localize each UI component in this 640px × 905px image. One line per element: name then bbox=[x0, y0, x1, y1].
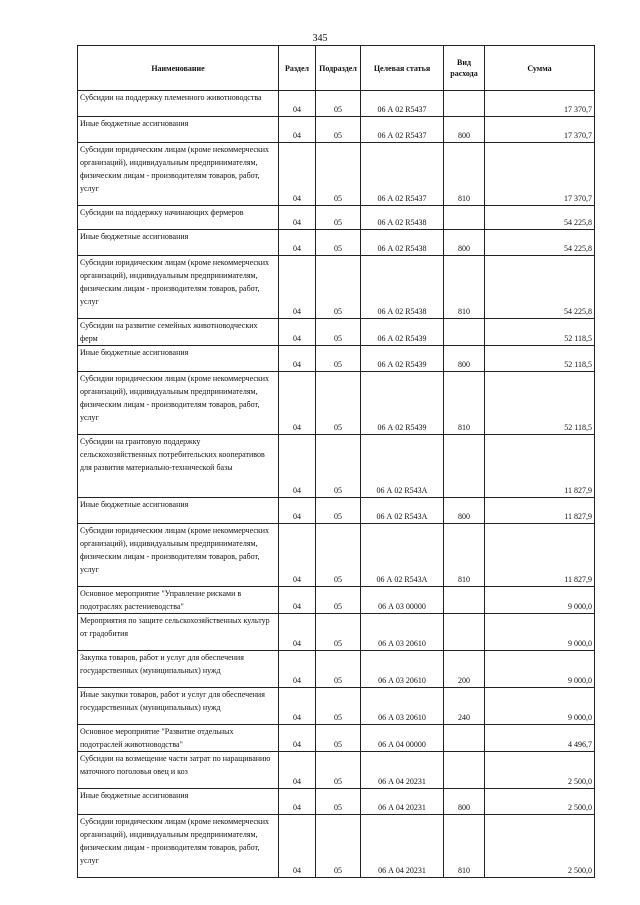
row-name: Субсидии на поддержку начинающих фермеров bbox=[78, 206, 279, 230]
row-subsection: 05 bbox=[316, 143, 361, 206]
table-row bbox=[78, 230, 595, 256]
row-type bbox=[444, 206, 485, 230]
table-row bbox=[78, 815, 595, 878]
row-section: 04 bbox=[279, 435, 316, 498]
row-target: 06 А 02 R543А bbox=[361, 498, 444, 524]
row-type: 800 bbox=[444, 117, 485, 143]
row-section: 04 bbox=[279, 256, 316, 319]
row-type: 800 bbox=[444, 346, 485, 372]
row-subsection: 05 bbox=[316, 372, 361, 435]
row-section: 04 bbox=[279, 91, 316, 117]
row-type bbox=[444, 91, 485, 117]
table-row bbox=[78, 614, 595, 651]
header-subsection: Подраздел bbox=[316, 46, 361, 91]
table-row bbox=[78, 789, 595, 815]
row-type: 810 bbox=[444, 143, 485, 206]
table-row bbox=[78, 319, 595, 346]
row-subsection: 05 bbox=[316, 651, 361, 688]
row-target: 06 А 02 R5439 bbox=[361, 346, 444, 372]
row-type: 800 bbox=[444, 230, 485, 256]
header-amount: Сумма bbox=[485, 46, 595, 91]
budget-table bbox=[77, 45, 595, 878]
row-name: Иные бюджетные ассигнования bbox=[78, 498, 279, 524]
row-amount: 9 000,0 bbox=[485, 587, 595, 614]
row-amount: 2 500,0 bbox=[485, 815, 595, 878]
row-target: 06 А 02 R543А bbox=[361, 435, 444, 498]
row-name: Субсидии юридическим лицам (кроме некоммерческих организаций), индивидуальным предпринимателям, физическим лицам - производителям товаров, работ, услуг bbox=[78, 256, 279, 319]
row-target: 06 А 03 20610 bbox=[361, 651, 444, 688]
row-subsection: 05 bbox=[316, 206, 361, 230]
row-section: 04 bbox=[279, 143, 316, 206]
row-type: 810 bbox=[444, 256, 485, 319]
row-target: 06 А 02 R5438 bbox=[361, 256, 444, 319]
row-type: 810 bbox=[444, 524, 485, 587]
row-type: 800 bbox=[444, 498, 485, 524]
row-type bbox=[444, 752, 485, 789]
row-type bbox=[444, 725, 485, 752]
row-name: Субсидии на грантовую поддержку сельскохозяйственных потребительских кооперативов для развития материально-технической базы bbox=[78, 435, 279, 498]
row-subsection: 05 bbox=[316, 725, 361, 752]
row-target: 06 А 02 R5438 bbox=[361, 230, 444, 256]
table-row bbox=[78, 435, 595, 498]
row-type bbox=[444, 319, 485, 346]
row-section: 04 bbox=[279, 725, 316, 752]
row-target: 06 А 03 20610 bbox=[361, 688, 444, 725]
row-type: 810 bbox=[444, 815, 485, 878]
row-amount: 52 118,5 bbox=[485, 372, 595, 435]
row-type: 810 bbox=[444, 372, 485, 435]
row-amount: 11 827,9 bbox=[485, 435, 595, 498]
row-subsection: 05 bbox=[316, 789, 361, 815]
row-target: 06 А 04 00000 bbox=[361, 725, 444, 752]
row-target: 06 А 02 R5437 bbox=[361, 117, 444, 143]
row-type bbox=[444, 614, 485, 651]
row-target: 06 А 02 R5439 bbox=[361, 319, 444, 346]
row-name: Основное мероприятие "Развитие отдельных подотраслей животноводства" bbox=[78, 725, 279, 752]
row-type bbox=[444, 435, 485, 498]
row-subsection: 05 bbox=[316, 815, 361, 878]
table-row bbox=[78, 524, 595, 587]
row-subsection: 05 bbox=[316, 256, 361, 319]
row-subsection: 05 bbox=[316, 688, 361, 725]
row-target: 06 А 02 R5437 bbox=[361, 143, 444, 206]
row-subsection: 05 bbox=[316, 346, 361, 372]
row-target: 06 А 03 00000 bbox=[361, 587, 444, 614]
row-section: 04 bbox=[279, 524, 316, 587]
row-subsection: 05 bbox=[316, 587, 361, 614]
table-header-row bbox=[78, 46, 595, 91]
row-target: 06 А 04 20231 bbox=[361, 815, 444, 878]
row-amount: 17 370,7 bbox=[485, 117, 595, 143]
row-name: Мероприятия по защите сельскохозяйственных культур от градобития bbox=[78, 614, 279, 651]
row-amount: 9 000,0 bbox=[485, 688, 595, 725]
row-target: 06 А 02 R543А bbox=[361, 524, 444, 587]
row-subsection: 05 bbox=[316, 435, 361, 498]
row-section: 04 bbox=[279, 230, 316, 256]
row-amount: 9 000,0 bbox=[485, 614, 595, 651]
row-section: 04 bbox=[279, 372, 316, 435]
row-section: 04 bbox=[279, 688, 316, 725]
page-number: 345 bbox=[312, 33, 328, 44]
row-subsection: 05 bbox=[316, 91, 361, 117]
row-name: Иные бюджетные ассигнования bbox=[78, 789, 279, 815]
row-type: 800 bbox=[444, 789, 485, 815]
row-section: 04 bbox=[279, 587, 316, 614]
table-row bbox=[78, 688, 595, 725]
row-subsection: 05 bbox=[316, 319, 361, 346]
row-amount: 11 827,9 bbox=[485, 524, 595, 587]
row-section: 04 bbox=[279, 815, 316, 878]
row-target: 06 А 04 20231 bbox=[361, 789, 444, 815]
row-section: 04 bbox=[279, 206, 316, 230]
row-name: Субсидии на поддержку племенного животноводства bbox=[78, 91, 279, 117]
table-row bbox=[78, 143, 595, 206]
row-amount: 2 500,0 bbox=[485, 752, 595, 789]
table-row bbox=[78, 651, 595, 688]
row-name: Субсидии на развитие семейных животноводческих ферм bbox=[78, 319, 279, 346]
row-amount: 54 225,8 bbox=[485, 230, 595, 256]
row-subsection: 05 bbox=[316, 524, 361, 587]
row-section: 04 bbox=[279, 117, 316, 143]
row-amount: 9 000,0 bbox=[485, 651, 595, 688]
row-type bbox=[444, 587, 485, 614]
row-name: Иные бюджетные ассигнования bbox=[78, 117, 279, 143]
row-name: Иные бюджетные ассигнования bbox=[78, 230, 279, 256]
table-row bbox=[78, 498, 595, 524]
table-row bbox=[78, 752, 595, 789]
row-type: 200 bbox=[444, 651, 485, 688]
row-name: Закупка товаров, работ и услуг для обеспечения государственных (муниципальных) нужд bbox=[78, 651, 279, 688]
row-amount: 17 370,7 bbox=[485, 91, 595, 117]
row-section: 04 bbox=[279, 346, 316, 372]
row-name: Иные закупки товаров, работ и услуг для обеспечения государственных (муниципальных) нужд bbox=[78, 688, 279, 725]
row-section: 04 bbox=[279, 651, 316, 688]
row-type: 240 bbox=[444, 688, 485, 725]
table-row bbox=[78, 256, 595, 319]
row-amount: 52 118,5 bbox=[485, 319, 595, 346]
header-name: Наименование bbox=[78, 46, 279, 91]
row-subsection: 05 bbox=[316, 752, 361, 789]
header-section: Раздел bbox=[279, 46, 316, 91]
row-amount: 54 225,8 bbox=[485, 256, 595, 319]
row-subsection: 05 bbox=[316, 498, 361, 524]
table-row bbox=[78, 206, 595, 230]
row-target: 06 А 04 20231 bbox=[361, 752, 444, 789]
table-row bbox=[78, 372, 595, 435]
row-amount: 17 370,7 bbox=[485, 143, 595, 206]
row-name: Иные бюджетные ассигнования bbox=[78, 346, 279, 372]
row-amount: 52 118,5 bbox=[485, 346, 595, 372]
row-name: Субсидии юридическим лицам (кроме некоммерческих организаций), индивидуальным предпринимателям, физическим лицам - производителям товаров, работ, услуг bbox=[78, 372, 279, 435]
row-name: Основное мероприятие "Управление рисками в подотраслях растениеводства" bbox=[78, 587, 279, 614]
row-target: 06 А 02 R5437 bbox=[361, 91, 444, 117]
row-target: 06 А 03 20610 bbox=[361, 614, 444, 651]
table-row bbox=[78, 91, 595, 117]
row-target: 06 А 02 R5438 bbox=[361, 206, 444, 230]
table-row bbox=[78, 117, 595, 143]
table-row bbox=[78, 587, 595, 614]
row-target: 06 А 02 R5439 bbox=[361, 372, 444, 435]
table-row bbox=[78, 346, 595, 372]
row-name: Субсидии юридическим лицам (кроме некоммерческих организаций), индивидуальным предпринимателям, физическим лицам - производителям товаров, работ, услуг bbox=[78, 524, 279, 587]
row-amount: 11 827,9 bbox=[485, 498, 595, 524]
row-amount: 2 500,0 bbox=[485, 789, 595, 815]
table-row bbox=[78, 725, 595, 752]
row-subsection: 05 bbox=[316, 117, 361, 143]
row-subsection: 05 bbox=[316, 230, 361, 256]
row-subsection: 05 bbox=[316, 614, 361, 651]
header-type: Вид расхода bbox=[444, 46, 485, 91]
row-section: 04 bbox=[279, 498, 316, 524]
row-amount: 54 225,8 bbox=[485, 206, 595, 230]
row-section: 04 bbox=[279, 319, 316, 346]
row-section: 04 bbox=[279, 752, 316, 789]
header-target: Целевая статья bbox=[361, 46, 444, 91]
row-name: Субсидии юридическим лицам (кроме некоммерческих организаций), индивидуальным предпринимателям, физическим лицам - производителям товаров, работ, услуг bbox=[78, 143, 279, 206]
row-name: Субсидии на возмещение части затрат по наращиванию маточного поголовья овец и коз bbox=[78, 752, 279, 789]
row-name: Субсидии юридическим лицам (кроме некоммерческих организаций), индивидуальным предпринимателям, физическим лицам - производителям товаров, работ, услуг bbox=[78, 815, 279, 878]
row-section: 04 bbox=[279, 789, 316, 815]
row-section: 04 bbox=[279, 614, 316, 651]
row-amount: 4 496,7 bbox=[485, 725, 595, 752]
